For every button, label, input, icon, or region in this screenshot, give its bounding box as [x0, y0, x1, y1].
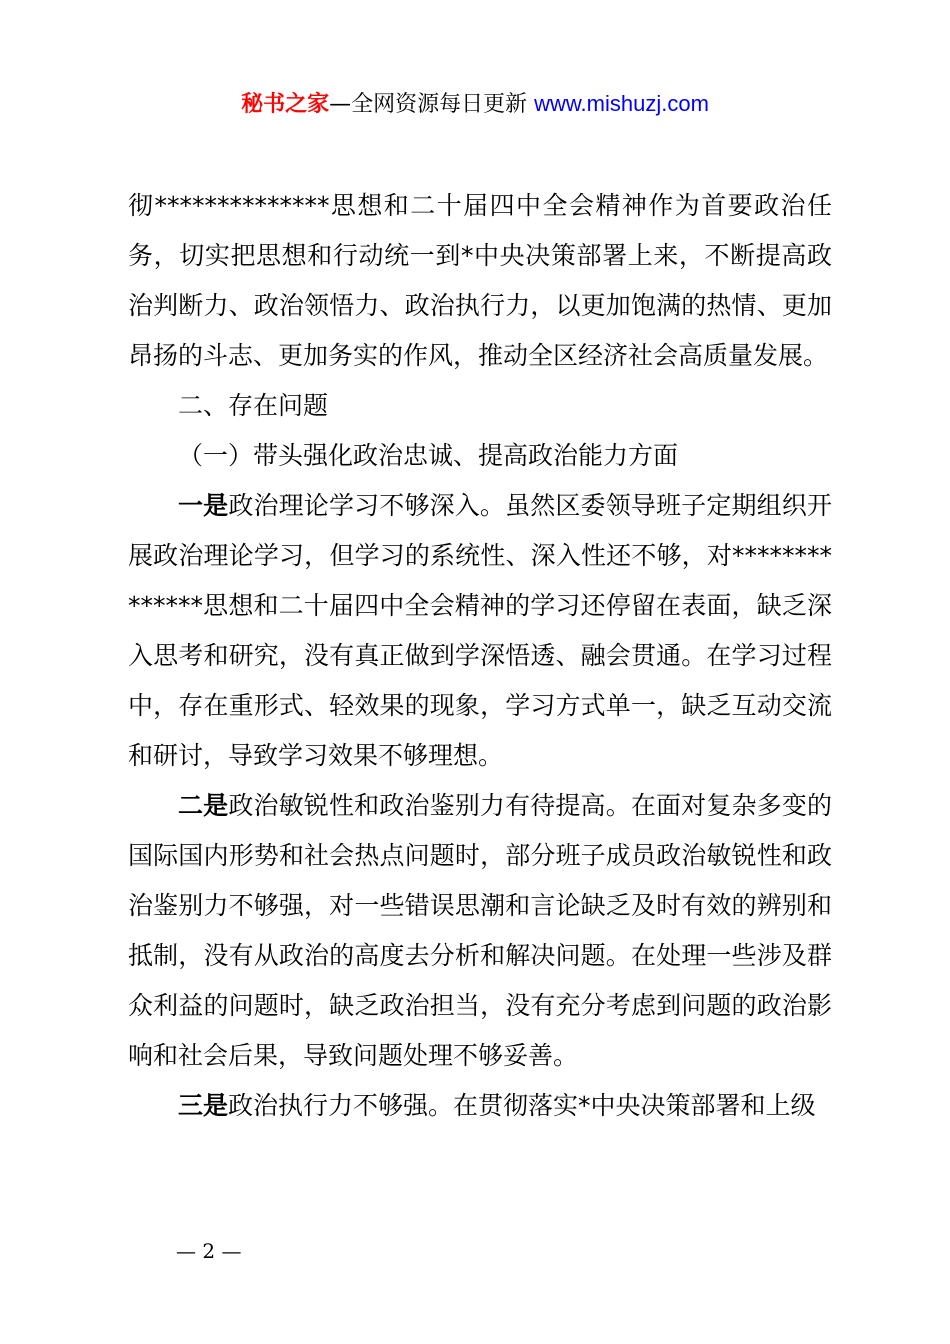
item-text: 政治执行力不够强。在贯彻落实*中央决策部署和上级: [228, 1091, 816, 1120]
document-body: [128, 181, 832, 1131]
subsection-heading: （一）带头强化政治忠诚、提高政治能力方面: [178, 441, 679, 470]
item-lead: 二是: [178, 791, 229, 820]
list-item: [128, 781, 832, 1081]
site-url-link[interactable]: www.mishuzj.com: [534, 91, 709, 116]
site-header: [0, 88, 950, 121]
item-text: 政治理论学习不够深入。虽然区委领导班子定期组织开展政治理论学习，但学习的系统性、深入性还不够，对**************思想和二十届四中全会精神的学习还停留在表面，缺乏深入思考和研究，没有真正做到学深悟透、融会贯通。在学习过程中，存在重形式、轻效果的现象，学习方式单一，缺乏互动交流和研讨，导致学习效果不够理想。: [128, 491, 832, 770]
item-lead: 三是: [178, 1091, 229, 1120]
paragraph-continuation: 彻**************思想和二十届四中全会精神作为首要政治任务，切实把思想和行动统一到*中央决策部署上来，不断提高政治判断力、政治领悟力、政治执行力，以更加饱满的热情、更加昂扬的斗志、更加务实的作风，推动全区经济社会高质量发展。: [128, 191, 832, 370]
list-item: [128, 481, 832, 781]
item-text: 政治敏锐性和政治鉴别力有待提高。在面对复杂多变的国际国内形势和社会热点问题时，部分班子成员政治敏锐性和政治鉴别力不够强，对一些错误思潮和言论缺乏及时有效的辨别和抵制，没有从政治的高度去分析和解决问题。在处理一些涉及群众利益的问题时，缺乏政治担当，没有充分考虑到问题的政治影响和社会后果，导致问题处理不够妥善。: [128, 791, 832, 1070]
list-item: [128, 1081, 832, 1131]
page-number: — 2 —: [176, 1239, 242, 1263]
brand-name: 秘书之家: [241, 92, 330, 117]
item-lead: 一是: [178, 491, 229, 520]
section-heading: 二、存在问题: [178, 391, 329, 420]
header-tagline: —全网资源每日更新: [329, 92, 535, 117]
